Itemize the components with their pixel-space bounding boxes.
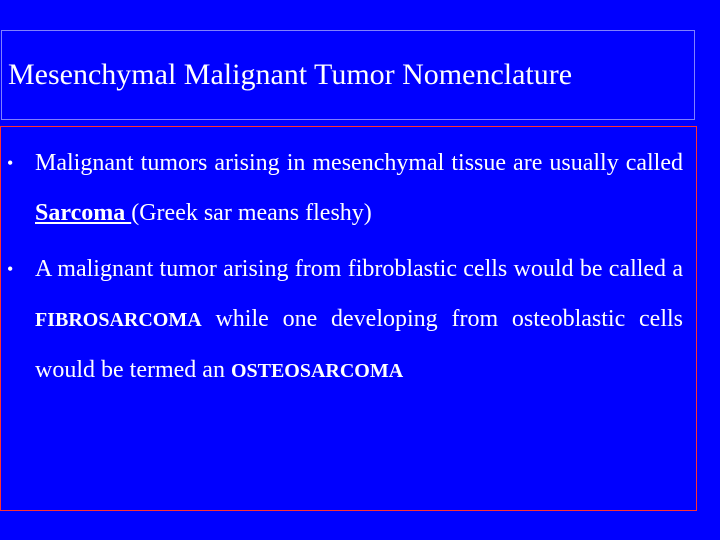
term-osteosarcoma: OSTEOSARCOMA	[230, 360, 404, 382]
content-box	[0, 126, 697, 511]
bullet-text	[7, 244, 683, 396]
title-box	[1, 30, 695, 120]
bullet-text	[7, 138, 683, 238]
bullet-text-segment: while one developing from osteoblastic cells would be termed an	[35, 306, 683, 383]
bullet-item	[7, 244, 683, 396]
bullet-icon: •	[7, 153, 14, 173]
bullet-icon: •	[7, 259, 14, 279]
bullet-text-segment: A malignant tumor arising from fibroblastic cells would be called a	[35, 256, 683, 282]
bullet-text-segment: Malignant tumors arising in mesenchymal tissue are usually called	[35, 150, 683, 176]
term-sarcoma: Sarcoma	[35, 200, 132, 226]
bullet-text-segment: (Greek sar means fleshy)	[131, 200, 372, 226]
slide-title: Mesenchymal Malignant Tumor Nomenclature	[8, 58, 573, 91]
term-fibrosarcoma: FIBROSARCOMA	[35, 309, 202, 331]
bullet-item	[7, 138, 683, 238]
